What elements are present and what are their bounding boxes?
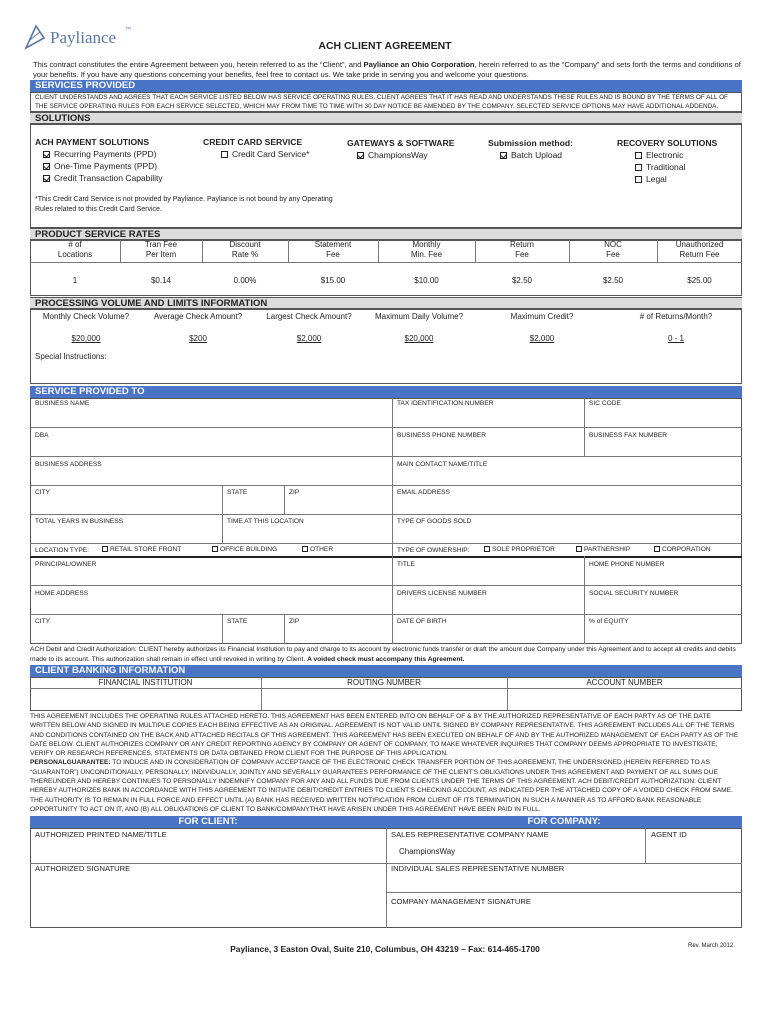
- rates-col-return: Return Fee: [509, 240, 534, 259]
- grid-line: [386, 828, 387, 928]
- grid-line: [284, 614, 285, 644]
- ach-solutions-title: ACH PAYMENT SOLUTIONS: [35, 137, 150, 147]
- rates-col-statement: Statement Fee: [314, 240, 352, 259]
- state2-field[interactable]: STATE: [227, 618, 248, 625]
- logo-wordmark: Payliance: [50, 28, 117, 47]
- principal-owner-field[interactable]: PRINCIPAL/OWNER: [35, 561, 97, 568]
- ach-solutions: [35, 136, 163, 184]
- ach-item-recurring[interactable]: Recurring Payments (PPD): [43, 148, 163, 160]
- ownership-partnership-option[interactable]: PARTNERSHIP: [576, 546, 630, 553]
- equity-field[interactable]: % of EQUITY: [589, 618, 629, 625]
- ach-item-credit[interactable]: Credit Transaction Capability: [43, 172, 163, 184]
- grid-line: [584, 556, 585, 644]
- rates-value-locations: 1: [72, 276, 78, 285]
- rates-value-noc: $2.50: [602, 276, 624, 285]
- logo-trademark: ™: [125, 27, 131, 33]
- rates-value-statement: $15.00: [320, 276, 346, 285]
- rates-value-monthly: $10.00: [414, 276, 439, 285]
- zip-field[interactable]: ZIP: [289, 489, 300, 496]
- ownership-corporation-option[interactable]: CORPORATION: [654, 546, 711, 553]
- services-provided-header: SERVICES PROVIDED: [30, 80, 742, 92]
- ownership-sole-option[interactable]: SOLE PROPRIETOR: [484, 546, 555, 553]
- services-provided-box: [30, 92, 742, 112]
- grid-line: [30, 427, 742, 428]
- footer-address: Payliance, 3 Easton Oval, Suite 210, Columbus, OH 43219 – Fax: 614-465-1700: [230, 944, 540, 954]
- dob-field[interactable]: DATE OF BIRTH: [397, 618, 447, 625]
- city2-field[interactable]: CITY: [35, 618, 51, 625]
- volume-value-monthly: $20,000: [71, 334, 101, 343]
- main-contact-field[interactable]: MAIN CONTACT NAME/TITLE: [397, 461, 488, 468]
- email-field[interactable]: EMAIL ADDRESS: [397, 489, 450, 496]
- location-retail-option[interactable]: RETAIL STORE FRONT: [102, 546, 181, 553]
- rates-col-locations: # of Locations: [57, 240, 93, 259]
- grid-line: [30, 614, 742, 615]
- legal-paragraph: THIS AGREEMENT INCLUDES THE OPERATING RULES ATTACHED HERETO. THIS AGREEMENT HAS BEEN ENTERED INTO ON BEHALF OF & BY THE AUTHORIZED REPRESENTATIVE OF EACH PARTY AS OF THE DATE WRITTEN BELOW AND SIGNED IN MULTIPLE COPIES EACH BEING EFFECTIVE AS AN ORIGINAL. AGREEMENT IS NOT VALID UNTIL SIGNED BY COMPANY REPRESENTATIVE. THIS AGREEMENT INCLUDES ALL OF THE TERMS AND CONDITIONS CONTAINED ON THE BACK AND ATTACHED RECITALS OF THIS AGREEMENT. THIS AGREEMENT HAS BEEN EXECUTED ON BEHALF OF AND BY THE AUTHORIZED MANAGEMENT OF EACH PARTY AS OF THE DATE BELOW. CLIENT AUTHORIZES COMPANY OR ANY CREDIT REPORTING AGENCY BY COMPANY OR AGENT OF COMPANY, TO MAKE WHATEVER INQUIRIES THAT COMPANY DEEMS APPROPRIATE TO INVESTIGATE, VERIFY OR RESEARCH REFERENCES, STATEMENTS OR DATA OBTAINED FROM CLIENT FOR THE PURPOSE OF THIS APPLICATION. PERSONALGUARANTEE: TO INDUCE AND IN CONSIDERATION OF COMPANY ACCEPTANCE OF THE ELECTRONIC CHECK TRANSFER PORTION OF THIS AGREEMENT, THE UNDERSIGNED (HEREIN REFERRED TO AS “GUARANTOR”) UNCONDITIONALLY, PERSONALLY, INDIVIDUALLY, JOINTLY AND SEVERALLY GUARANTEES PERFORMANCE OF THE CLIENT’S OBLIGATIONS UNDER THIS AGREEMENT AND PAYMENT OF ALL SUMS DUE THEREUNDER AND HEREBY CONTINUES TO PERSONALLY INDEMNIFY COMPANY FOR ANY AND ALL FUNDS DUE FROM CLIENTS UNDER THE TERMS OF THIS AGREEMENT. ACH DEBIT/CREDIT AUTHORIZATION: CLIENT HEREBY AUTHORIZES BANK IN ACCORDANCE WITH THIS AGREEMENT TO INITIATE DEBIT/CREDIT ENTRIES TO CLIENT’S CHECKING ACCOUNT, AS INDICATED PER THE ATTACHED COPY OF A VOIDED CHECK FROM SAME. THE AUTHORITY IS TO REMAIN IN FULL FORCE AND EFFECT UNTIL (A) BANK HAS RECEIVED WRITTEN NOTIFICATION FROM CLIENT OF ITS TERMINATION IN SUCH A MANNER AS TO AFFORD BANK REASONABLE OPPORTUNITY TO ACT ON IT, AND (B) ALL OBLIGATIONS OF CLIENT TO BANK/COMPANYTHAT HAVE ARISEN UNDER THIS AGREEMENT HAVE BEEN PAID IN FULL.: [30, 713, 739, 813]
- tax-id-field[interactable]: TAX IDENTIFICATION NUMBER: [397, 400, 494, 407]
- volume-value-daily: $20,000: [404, 334, 434, 343]
- sales-company-value[interactable]: ChampionsWay: [399, 847, 456, 856]
- checkbox-checked-icon[interactable]: [43, 151, 50, 158]
- routing-number-field[interactable]: ROUTING NUMBER: [347, 678, 421, 687]
- ownership-type-label: TYPE OF OWNERSHIP:: [397, 547, 470, 554]
- home-address-field[interactable]: HOME ADDRESS: [35, 590, 89, 597]
- sic-code-field[interactable]: SIC CODE: [589, 400, 621, 407]
- ach-item-onetime[interactable]: One-Time Payments (PPD): [43, 160, 163, 172]
- recovery-electronic[interactable]: Electronic: [635, 149, 717, 161]
- rates-value-return: $2.50: [511, 276, 533, 285]
- volume-value-credit: $2,000: [529, 334, 555, 343]
- checkbox-checked-icon[interactable]: [357, 152, 364, 159]
- volume-value-average: $200: [189, 334, 207, 343]
- grid-line: [584, 398, 585, 456]
- individual-sales-rep-field[interactable]: INDIVIDUAL SALES REPRESENTATIVE NUMBER: [391, 864, 565, 873]
- company-management-signature-field[interactable]: COMPANY MANAGEMENT SIGNATURE: [391, 897, 531, 906]
- grid-line: [30, 863, 742, 864]
- checkbox-icon[interactable]: [635, 176, 642, 183]
- sales-company-label: SALES REPRESENTATIVE COMPANY NAME: [391, 830, 549, 839]
- city-field[interactable]: CITY: [35, 489, 51, 496]
- authorized-signature-field[interactable]: AUTHORIZED SIGNATURE: [35, 864, 131, 873]
- checkbox-icon[interactable]: [221, 151, 228, 158]
- grid-line: [30, 485, 742, 486]
- volume-col-daily: Maximum Daily Volume?: [374, 312, 464, 321]
- page-title: ACH CLIENT AGREEMENT: [318, 40, 452, 52]
- gateway-item[interactable]: ChampionsWay: [347, 149, 454, 161]
- goods-sold-field[interactable]: TYPE OF GOODS SOLD: [397, 518, 472, 525]
- service-to-header: SERVICE PROVIDED TO: [30, 386, 742, 398]
- checkbox-checked-icon[interactable]: [500, 152, 507, 159]
- volume-value-returns: 0 - 1: [667, 334, 684, 343]
- grid-line: [284, 485, 285, 514]
- grid-line: [645, 828, 646, 863]
- volume-col-largest: Largest Check Amount?: [266, 312, 352, 321]
- special-instructions-label: Special Instructions:: [35, 352, 107, 361]
- zip2-field[interactable]: ZIP: [289, 618, 300, 625]
- grid-line: [386, 892, 742, 893]
- checkbox-icon[interactable]: [576, 546, 582, 552]
- solutions-header: SOLUTIONS: [30, 112, 742, 124]
- grid-line: [222, 614, 223, 644]
- gateways-software: [347, 137, 454, 161]
- rates-col-monthly: Monthly Min. Fee: [410, 240, 443, 259]
- home-phone-field[interactable]: HOME PHONE NUMBER: [589, 561, 665, 568]
- checkbox-checked-icon[interactable]: [43, 163, 50, 170]
- volume-col-average: Average Check Amount?: [153, 312, 243, 321]
- credit-card-footnote: *This Credit Card Service is not provided by Payliance. Payliance is not bound by any Operating Rules related to this Credit Card Service.: [35, 196, 333, 213]
- revision-date: Rev. March 2012: [688, 943, 734, 949]
- gateways-title: GATEWAYS & SOFTWARE: [347, 138, 455, 148]
- business-fax-field[interactable]: BUSINESS FAX NUMBER: [589, 432, 668, 439]
- authorized-name-field[interactable]: AUTHORIZED PRINTED NAME/TITLE: [35, 830, 167, 839]
- business-phone-field[interactable]: BUSINESS PHONE NUMBER: [397, 432, 487, 439]
- rates-col-tranfee: Tran Fee Per Item: [144, 240, 178, 259]
- submission-method: [488, 137, 573, 161]
- for-company-header: FOR COMPANY:: [386, 816, 742, 828]
- rates-col-noc: NOC Fee: [604, 240, 622, 259]
- location-office-option[interactable]: OFFICE BUILDING: [212, 546, 277, 553]
- ssn-field[interactable]: SOCIAL SECURITY NUMBER: [589, 590, 679, 597]
- grid-line: [30, 688, 742, 689]
- rates-header: PRODUCT SERVICE RATES: [30, 228, 742, 240]
- credit-card-item[interactable]: Credit Card Service*: [203, 148, 309, 160]
- rates-value-unauthorized: $25.00: [687, 276, 712, 285]
- volume-header: PROCESSING VOLUME AND LIMITS INFORMATION: [30, 297, 742, 309]
- years-in-business-field[interactable]: TOTAL YEARS IN BUSINESS: [35, 518, 124, 525]
- recovery-solutions: [617, 137, 717, 185]
- financial-institution-field[interactable]: FINANCIAL INSTITUTION: [98, 678, 193, 687]
- recovery-legal[interactable]: Legal: [635, 173, 717, 185]
- intro-paragraph: This contract constitutes the entire Agreement between you, herein referred to as the “Client”, and Payliance an Ohio Corporation, herein referred to as the “Company” and sets forth the terms and conditions of your benefits. If you have any questions concerning your benefits, feel free to contact us. We take pride in serving you and welcome your questions.: [33, 60, 741, 79]
- title-field[interactable]: TITLE: [397, 561, 415, 568]
- rates-divider: [30, 262, 742, 263]
- location-other-option[interactable]: OTHER: [302, 546, 333, 553]
- location-type-label: LOCATION TYPE:: [35, 547, 89, 554]
- credit-card-service: [203, 136, 309, 160]
- rates-value-tranfee: $0.14: [150, 276, 172, 285]
- drivers-license-field[interactable]: DRIVERS LICENSE NUMBER: [397, 590, 487, 597]
- volume-col-returns: # of Returns/Month?: [639, 312, 713, 321]
- banking-header: CLIENT BANKING INFORMATION: [30, 665, 742, 677]
- submission-item[interactable]: Batch Upload: [488, 149, 573, 161]
- checkbox-icon[interactable]: [635, 152, 642, 159]
- grid-line: [30, 543, 742, 544]
- rates-value-discount: 0.00%: [233, 276, 257, 285]
- time-at-location-field[interactable]: TIME AT THIS LOCATION: [227, 518, 304, 525]
- business-name-field[interactable]: BUSINESS NAME: [35, 400, 90, 407]
- dba-field[interactable]: DBA: [35, 432, 49, 439]
- checkbox-icon[interactable]: [484, 546, 490, 552]
- grid-line: [30, 585, 742, 586]
- grid-line: [30, 556, 742, 558]
- grid-line: [30, 456, 742, 457]
- grid-line: [392, 398, 393, 644]
- recovery-traditional[interactable]: Traditional: [635, 161, 717, 173]
- checkbox-icon[interactable]: [302, 546, 308, 552]
- grid-line: [222, 485, 223, 543]
- ach-authorization-text: ACH Debit and Credit Authorization: CLIENT hereby authorizes its Financial Institution to pay and charge to its account by electronic funds transfer or draft the amount due Company under this Agreement and to accept all credits and debits made to its account. This authorization shall remain in effect until revoked in writing by Client. A voided check must accompany this Agreement.: [30, 646, 736, 663]
- checkbox-icon[interactable]: [635, 164, 642, 171]
- solutions-box: [30, 124, 742, 228]
- grid-line: [30, 514, 742, 515]
- agent-id-field[interactable]: AGENT ID: [651, 830, 687, 839]
- state-field[interactable]: STATE: [227, 489, 248, 496]
- checkbox-icon[interactable]: [102, 546, 108, 552]
- business-address-field[interactable]: BUSINESS ADDRESS: [35, 461, 102, 468]
- volume-col-credit: Maximum Credit?: [510, 312, 574, 321]
- checkbox-checked-icon[interactable]: [43, 175, 50, 182]
- for-client-header: FOR CLIENT:: [30, 816, 386, 828]
- credit-card-title: CREDIT CARD SERVICE: [203, 137, 303, 147]
- volume-value-largest: $2,000: [296, 334, 322, 343]
- recovery-title: RECOVERY SOLUTIONS: [617, 138, 718, 148]
- account-number-field[interactable]: ACCOUNT NUMBER: [586, 678, 663, 687]
- checkbox-icon[interactable]: [212, 546, 218, 552]
- submission-title: Submission method:: [488, 138, 573, 148]
- services-provided-text: CLIENT UNDERSTANDS AND AGREES THAT EACH SERVICE LISTED BELOW HAS SERVICE OPERATING RULES. CLIENT AGREES THAT IT HAS READ AND UNDERSTANDS THESE RULES AND IS BOUND BY THE TERMS OF ALL OF THE SERVICE OPERATING RULES FOR EACH SERVICE SELECTED, WHICH MAY FROM TIME TO TIME WITH 30 DAY NOTICE BE AMENDED BY THE COMPANY. SELECTED SERVICE OPTIONS MAY HAVE ADDITIONAL ADDENDA.: [35, 94, 728, 110]
- volume-col-monthly: Monthly Check Volume?: [42, 312, 130, 321]
- rates-col-discount: Discount Rate %: [229, 240, 261, 259]
- rates-col-unauthorized: Unauthorized Return Fee: [675, 240, 724, 259]
- checkbox-icon[interactable]: [654, 546, 660, 552]
